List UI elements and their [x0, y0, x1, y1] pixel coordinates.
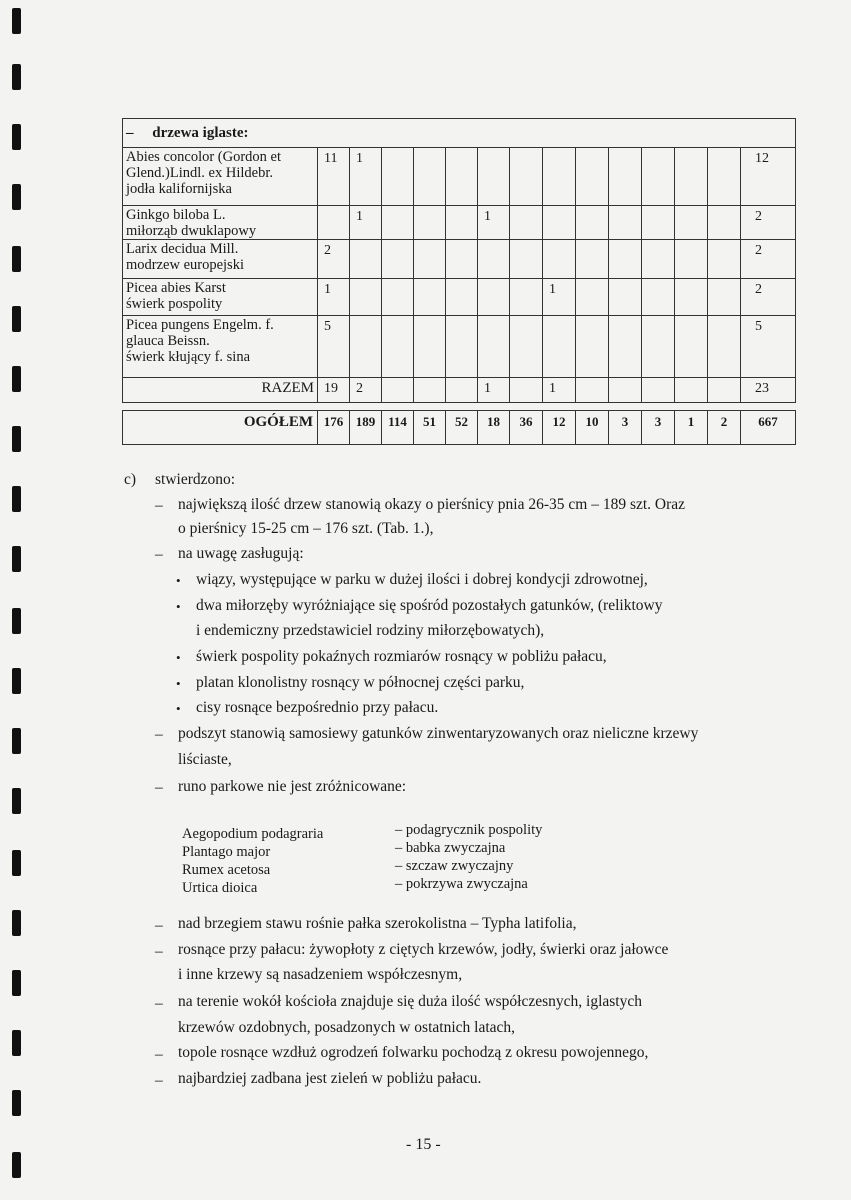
notable-4: platan klonolistny rosnący w północnej części parku,: [196, 674, 525, 691]
count-cell: [350, 316, 382, 378]
sum-total-cell: 23: [741, 378, 796, 403]
count-cell: [609, 316, 642, 378]
count-cell: 2: [318, 240, 350, 279]
count-cell: [446, 148, 478, 206]
sum-cell: [708, 378, 741, 403]
spiral-binding: [12, 0, 24, 1200]
grand-total-cell: 52: [446, 411, 478, 445]
count-cell: [543, 316, 576, 378]
count-cell: [446, 316, 478, 378]
count-cell: [708, 316, 741, 378]
count-cell: [318, 206, 350, 240]
count-cell: [414, 206, 446, 240]
dash-marker: –: [155, 779, 163, 796]
species-name: [123, 279, 318, 316]
count-cell: [675, 316, 708, 378]
ground-cover-latin: Plantago major: [182, 844, 271, 860]
finding-7-line-1: na terenie wokół kościoła znajduje się duża ilość współczesnych, iglastych: [178, 993, 642, 1010]
total-cell: 2: [741, 240, 796, 279]
sum-cell: 1: [543, 378, 576, 403]
ground-cover-polish: – podagrycznik pospolity: [395, 822, 543, 838]
species-name-line: Picea abies Karst: [126, 280, 226, 296]
sum-cell: 2: [350, 378, 382, 403]
grand-total-table: [122, 410, 796, 445]
count-cell: [675, 148, 708, 206]
count-cell: [543, 206, 576, 240]
conifer-table: [122, 118, 796, 403]
grand-total-cell: 2: [708, 411, 741, 445]
ground-cover-latin: Rumex acetosa: [182, 862, 271, 878]
count-cell: [543, 240, 576, 279]
ground-cover-latin: Urtica dioica: [182, 880, 258, 896]
bullet-marker: •: [176, 599, 181, 614]
count-cell: 11: [318, 148, 350, 206]
sum-cell: [382, 378, 414, 403]
count-cell: [414, 316, 446, 378]
sum-cell: 19: [318, 378, 350, 403]
species-name: [123, 316, 318, 378]
count-cell: [642, 316, 675, 378]
species-name-line: miłorząb dwuklapowy: [126, 223, 257, 239]
sum-label: RAZEM: [123, 378, 318, 403]
dash-marker: –: [155, 1046, 163, 1063]
grand-total-cell: 3: [609, 411, 642, 445]
count-cell: [609, 279, 642, 316]
count-cell: [708, 206, 741, 240]
count-cell: [382, 206, 414, 240]
sum-cell: [609, 378, 642, 403]
count-cell: [478, 240, 510, 279]
notable-5: cisy rosnące bezpośrednio przy pałacu.: [196, 699, 439, 716]
notable-1: wiązy, występujące w parku w dużej ilości i dobrej kondycji zdrowotnej,: [196, 571, 648, 588]
count-cell: 1: [350, 206, 382, 240]
finding-1-line-2: o pierśnicy 15-25 cm – 176 szt. (Tab. 1.),: [178, 520, 434, 537]
grand-total-cell: 1: [675, 411, 708, 445]
dash-marker: –: [155, 995, 163, 1012]
species-name: [123, 148, 318, 206]
count-cell: [576, 206, 609, 240]
count-cell: 5: [318, 316, 350, 378]
notable-2-line-1: dwa miłorzęby wyróżniające się spośród pozostałych gatunków, (reliktowy: [196, 597, 663, 614]
table-row: [123, 240, 796, 279]
count-cell: [510, 206, 543, 240]
count-cell: [382, 240, 414, 279]
count-cell: [576, 279, 609, 316]
species-name: [123, 206, 318, 240]
total-cell: 2: [741, 279, 796, 316]
sum-cell: [414, 378, 446, 403]
count-cell: [642, 240, 675, 279]
grand-total-cell: 36: [510, 411, 543, 445]
species-name-line: modrzew europejski: [126, 257, 244, 273]
count-cell: [510, 279, 543, 316]
grand-total-cell: 12: [543, 411, 576, 445]
dash-marker: –: [155, 546, 163, 563]
count-cell: [642, 279, 675, 316]
count-cell: [642, 206, 675, 240]
table-row: [123, 316, 796, 378]
count-cell: [708, 148, 741, 206]
grand-total-cell: 189: [350, 411, 382, 445]
count-cell: [576, 316, 609, 378]
sum-cell: [446, 378, 478, 403]
count-cell: [675, 206, 708, 240]
ground-cover-polish: – babka zwyczajna: [395, 840, 506, 856]
species-name-line: glauca Beissn.: [126, 333, 210, 349]
dash-marker: –: [155, 726, 163, 743]
count-cell: [446, 206, 478, 240]
grand-total-label: OGÓŁEM: [123, 411, 318, 445]
sum-cell: [642, 378, 675, 403]
section-header: – drzewa iglaste:: [123, 119, 796, 148]
count-cell: [350, 240, 382, 279]
count-cell: [414, 148, 446, 206]
dash-marker: –: [155, 1072, 163, 1089]
count-cell: [642, 148, 675, 206]
count-cell: [708, 279, 741, 316]
sum-cell: [576, 378, 609, 403]
finding-9: najbardziej zadbana jest zieleń w pobliżu pałacu.: [178, 1070, 482, 1087]
species-name-line: Picea pungens Engelm. f.: [126, 317, 274, 333]
count-cell: [510, 148, 543, 206]
finding-1-line-1: największą ilość drzew stanowią okazy o pierśnicy pnia 26-35 cm – 189 szt. Oraz: [178, 496, 686, 513]
finding-6-line-1: rosnące przy pałacu: żywopłoty z ciętych krzewów, jodły, świerki oraz jałowce: [178, 941, 669, 958]
sum-row: [123, 378, 796, 403]
finding-3-line-2: liściaste,: [178, 751, 232, 768]
count-cell: [675, 240, 708, 279]
grand-total-cell: 176: [318, 411, 350, 445]
species-name-line: świerk kłujący f. sina: [126, 349, 251, 365]
count-cell: [708, 240, 741, 279]
finding-2: na uwagę zasługują:: [178, 545, 304, 562]
count-cell: [609, 206, 642, 240]
table-row: [123, 279, 796, 316]
count-cell: [382, 279, 414, 316]
finding-8: topole rosnące wzdłuż ogrodzeń folwarku pochodzą z okresu powojennego,: [178, 1044, 649, 1061]
species-name-line: Abies concolor (Gordon et: [126, 149, 282, 165]
count-cell: [478, 316, 510, 378]
count-cell: [478, 148, 510, 206]
sum-cell: [675, 378, 708, 403]
count-cell: [446, 240, 478, 279]
count-cell: [350, 279, 382, 316]
count-cell: 1: [318, 279, 350, 316]
dash-marker: –: [155, 917, 163, 934]
ground-cover-polish: – pokrzywa zwyczajna: [395, 876, 528, 892]
count-cell: [609, 148, 642, 206]
list-marker-c: c): [124, 471, 137, 488]
dash-marker: –: [155, 497, 163, 514]
bullet-marker: •: [176, 676, 181, 691]
finding-4: runo parkowe nie jest zróżnicowane:: [178, 778, 407, 795]
dash-marker: –: [155, 943, 163, 960]
total-cell: 2: [741, 206, 796, 240]
count-cell: [510, 240, 543, 279]
species-name-line: Larix decidua Mill.: [126, 241, 239, 257]
count-cell: [382, 316, 414, 378]
sum-cell: [510, 378, 543, 403]
count-cell: [675, 279, 708, 316]
grand-total-cell: 667: [741, 411, 796, 445]
bullet-marker: •: [176, 701, 181, 716]
page-number: - 15 -: [406, 1136, 441, 1153]
bullet-marker: •: [176, 573, 181, 588]
total-cell: 5: [741, 316, 796, 378]
grand-total-cell: 51: [414, 411, 446, 445]
count-cell: [609, 240, 642, 279]
ground-cover-polish: – szczaw zwyczajny: [395, 858, 514, 874]
count-cell: 1: [543, 279, 576, 316]
grand-total-cell: 3: [642, 411, 675, 445]
count-cell: [510, 316, 543, 378]
sum-cell: 1: [478, 378, 510, 403]
count-cell: [576, 240, 609, 279]
species-name: [123, 240, 318, 279]
count-cell: [576, 148, 609, 206]
count-cell: 1: [478, 206, 510, 240]
finding-5: nad brzegiem stawu rośnie pałka szerokolistna – Typha latifolia,: [178, 915, 577, 932]
species-name-line: świerk pospolity: [126, 296, 223, 312]
finding-7-line-2: krzewów ozdobnych, posadzonych w ostatnich latach,: [178, 1019, 516, 1036]
count-cell: [414, 240, 446, 279]
bullet-marker: •: [176, 650, 181, 665]
species-name-line: jodła kalifornijska: [126, 181, 232, 197]
notable-3: świerk pospolity pokaźnych rozmiarów rosnący w pobliżu pałacu,: [196, 648, 607, 665]
species-name-line: Glend.)Lindl. ex Hildebr.: [126, 165, 273, 181]
finding-3-line-1: podszyt stanowią samosiewy gatunków zinwentaryzowanych oraz nieliczne krzewy: [178, 725, 699, 742]
ground-cover-latin: Aegopodium podagraria: [182, 826, 324, 842]
count-cell: [478, 279, 510, 316]
count-cell: [414, 279, 446, 316]
section-c-label: stwierdzono:: [155, 471, 236, 488]
grand-total-cell: 18: [478, 411, 510, 445]
count-cell: [382, 148, 414, 206]
species-name-line: Ginkgo biloba L.: [126, 207, 226, 223]
count-cell: 1: [350, 148, 382, 206]
grand-total-cell: 10: [576, 411, 609, 445]
count-cell: [543, 148, 576, 206]
table-row: [123, 206, 796, 240]
count-cell: [446, 279, 478, 316]
total-cell: 12: [741, 148, 796, 206]
table-row: [123, 148, 796, 206]
notable-2-line-2: i endemiczny przedstawiciel rodziny miłorzębowatych),: [196, 622, 545, 639]
grand-total-cell: 114: [382, 411, 414, 445]
finding-6-line-2: i inne krzewy są nasadzeniem współczesnym,: [178, 966, 463, 983]
